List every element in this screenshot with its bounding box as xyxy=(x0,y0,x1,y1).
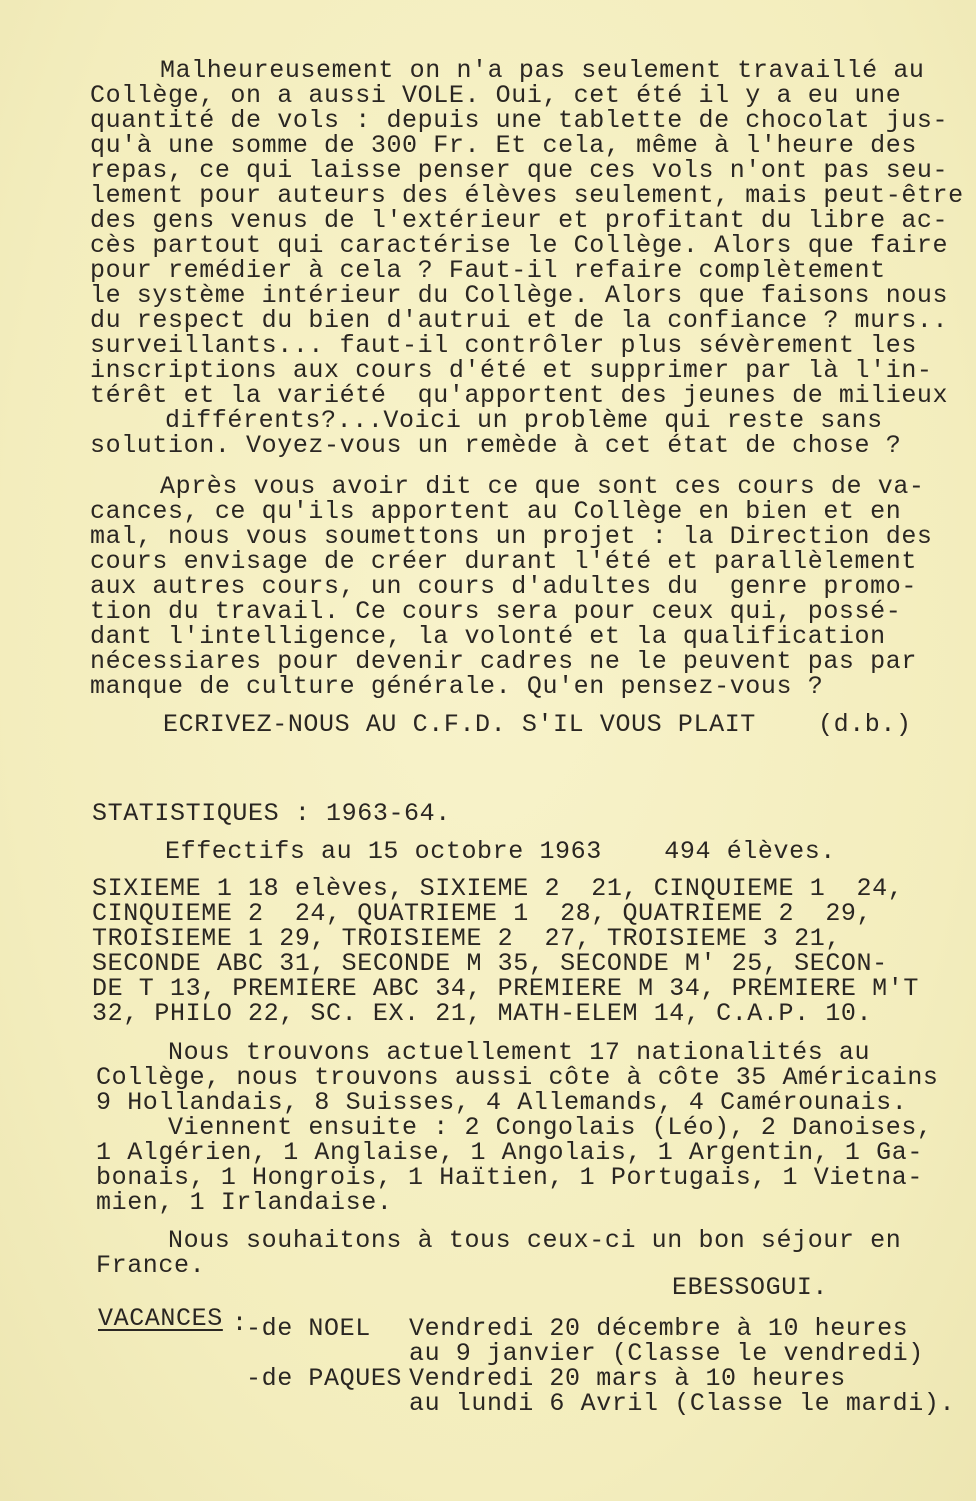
paques-label: -de PAQUES xyxy=(246,1364,403,1393)
text-line: bonais, 1 Hongrois, 1 Haïtien, 1 Portugais, 1 Vietna- xyxy=(96,1163,923,1192)
text-line: France. xyxy=(96,1251,206,1280)
text-line: 32, PHILO 22, SC. EX. 21, MATH-ELEM 14, C.A.P. 10. xyxy=(92,999,873,1028)
text-line: mal, nous vous soumettons un projet : la Direction des xyxy=(90,522,933,551)
text-line: térêt et la variété qu'apportent des jeunes de milieux xyxy=(90,381,949,410)
text-line: cours envisage de créer durant l'été et parallèlement xyxy=(90,547,917,576)
text-line: TROISIEME 1 29, TROISIEME 2 27, TROISIEME 3 21, xyxy=(92,924,841,953)
text-line: repas, ce qui laisse penser que ces vols n'ont pas seu- xyxy=(90,156,949,185)
vacances-label: VACANCES xyxy=(98,1304,223,1333)
paques-dates-line2: au lundi 6 Avril (Classe le mardi). xyxy=(409,1389,956,1418)
author-initials: (d.b.) xyxy=(818,710,912,739)
stats-enrollment: Effectifs au 15 octobre 1963 494 élèves. xyxy=(165,837,836,866)
text-line: inscriptions aux cours d'été et supprimer par là l'in- xyxy=(90,356,933,385)
text-line: pour remédier à cela ? Faut-il refaire complètement xyxy=(90,256,886,285)
text-line: quantité de vols : depuis une tablette de chocolat jus- xyxy=(90,106,949,135)
text-line: DE T 13, PREMIERE ABC 34, PREMIERE M 34, PREMIERE M'T xyxy=(92,974,919,1003)
text-line: Viennent ensuite : 2 Congolais (Léo), 2 Danoises, xyxy=(168,1113,933,1142)
text-line: mien, 1 Irlandaise. xyxy=(96,1188,393,1217)
text-line: 9 Hollandais, 8 Suisses, 4 Allemands, 4 Camérounais. xyxy=(96,1088,908,1117)
text-line: surveillants... faut-il contrôler plus sévèrement les xyxy=(90,331,917,360)
text-line: lement pour auteurs des élèves seulement, mais peut-être xyxy=(90,181,964,210)
paques-dates-line1: Vendredi 20 mars à 10 heures xyxy=(409,1364,846,1393)
text-line: Après vous avoir dit ce que sont ces cours de va- xyxy=(160,472,925,501)
vacances-colon: : xyxy=(232,1309,248,1338)
text-line: manque de culture générale. Qu'en pensez-vous ? xyxy=(90,672,824,701)
text-line: aux autres cours, un cours d'adultes du genre promo- xyxy=(90,572,917,601)
text-line: différents?...Voici un problème qui reste sans xyxy=(165,406,883,435)
stats-heading: STATISTIQUES : 1963-64. xyxy=(92,799,451,828)
text-line: le système intérieur du Collège. Alors que faisons nous xyxy=(90,281,949,310)
text-line: solution. Voyez-vous un remède à cet état de chose ? xyxy=(90,431,902,460)
closing-call: ECRIVEZ-NOUS AU C.F.D. S'IL VOUS PLAIT xyxy=(163,710,756,739)
text-line: Nous souhaitons à tous ceux-ci un bon séjour en xyxy=(168,1226,902,1255)
text-line: des gens venus de l'extérieur et profitant du libre ac- xyxy=(90,206,949,235)
noel-label: -de NOEL xyxy=(246,1314,371,1343)
text-line: cances, ce qu'ils apportent au Collège en bien et en xyxy=(90,497,902,526)
text-line: cès partout qui caractérise le Collège. Alors que faire xyxy=(90,231,949,260)
text-line: tion du travail. Ce cours sera pour ceux qui, possé- xyxy=(90,597,902,626)
text-line: Malheureusement on n'a pas seulement travaillé au xyxy=(160,56,925,85)
text-line: SIXIEME 1 18 elèves, SIXIEME 2 21, CINQUIEME 1 24, xyxy=(92,874,904,903)
text-line: qu'à une somme de 300 Fr. Et cela, même à l'heure des xyxy=(90,131,917,160)
text-line: CINQUIEME 2 24, QUATRIEME 1 28, QUATRIEME 2 29, xyxy=(92,899,873,928)
text-line: Collège, nous trouvons aussi côte à côte 35 Américains xyxy=(96,1063,939,1092)
author-signature: EBESSOGUI. xyxy=(672,1273,829,1302)
text-line: Nous trouvons actuellement 17 nationalités au xyxy=(168,1038,871,1067)
text-line: SECONDE ABC 31, SECONDE M 35, SECONDE M' 25, SECON- xyxy=(92,949,888,978)
text-line: Collège, on a aussi VOLE. Oui, cet été il y a eu une xyxy=(90,81,902,110)
text-line: nécessiares pour devenir cadres ne le peuvent pas par xyxy=(90,647,917,676)
text-line: 1 Algérien, 1 Anglaise, 1 Angolais, 1 Argentin, 1 Ga- xyxy=(96,1138,923,1167)
text-line: dant l'intelligence, la volonté et la qualification xyxy=(90,622,886,651)
noel-dates-line2: au 9 janvier (Classe le vendredi) xyxy=(409,1339,924,1368)
noel-dates-line1: Vendredi 20 décembre à 10 heures xyxy=(409,1314,909,1343)
text-line: du respect du bien d'autrui et de la confiance ? murs.. xyxy=(90,306,949,335)
